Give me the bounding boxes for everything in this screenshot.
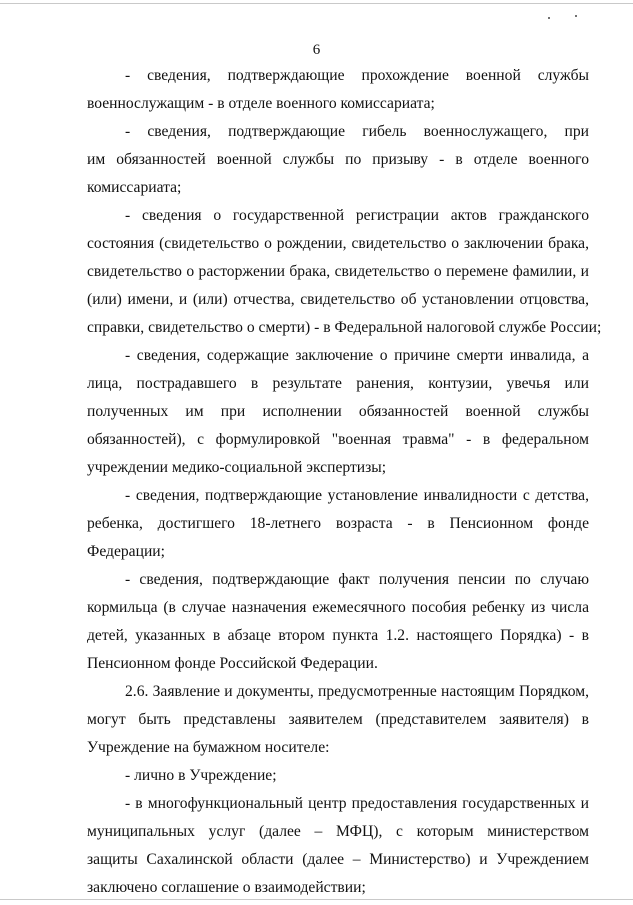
text-line: Пенсионном фонде Российской Федерации. [87, 655, 378, 672]
text-line: - в многофункциональный центр предоставления государственных и [125, 795, 589, 812]
text-line: - лично в Учреждение; [125, 767, 277, 784]
paragraph [87, 62, 589, 118]
text-line: - сведения, содержащие заключение о причине смерти инвалида, а [125, 347, 589, 364]
paragraph [87, 342, 589, 482]
text-line: военнослужащим - в отделе военного комиссариата; [87, 95, 435, 112]
paragraph [87, 566, 589, 678]
text-line: - сведения, подтверждающие установление инвалидности с детства, [125, 487, 589, 504]
text-line: заключено соглашение о взаимодействии; [87, 879, 366, 896]
paragraph [87, 790, 589, 902]
scan-edge-top [0, 3, 633, 4]
scan-edge-bottom [0, 899, 633, 900]
paragraph [87, 202, 602, 342]
text-line: - сведения о государственной регистрации актов гражданского [125, 207, 589, 224]
text-line: комиссариата; [87, 179, 182, 196]
scan-speck [575, 15, 577, 17]
paragraph [87, 678, 589, 762]
text-line: обязанностей), с формулировкой "военная травма" - в федеральном [87, 431, 589, 448]
text-line: лица, пострадавшего в результате ранения, контузии, увечья или [87, 375, 589, 392]
text-line: (или) имени, и (или) отчества, свидетельство об установлении отцовства, [87, 291, 589, 308]
paragraph [87, 762, 589, 790]
text-line: детей, указанных в абзаце втором пункта 1.2. настоящего Порядка) - в [87, 627, 589, 644]
text-line: свидетельство о расторжении брака, свидетельство о перемене фамилии, и [87, 263, 589, 280]
paragraph [87, 482, 589, 566]
text-line: им обязанностей военной службы по призыву - в отделе военного [87, 151, 589, 168]
document-body [87, 62, 602, 902]
text-line: - сведения, подтверждающие гибель военнослужащего, при [125, 123, 589, 140]
text-line: учреждении медико-социальной экспертизы; [87, 459, 387, 476]
text-line: защиты Сахалинской области (далее – Министерство) и Учреждением [87, 851, 589, 868]
text-line: справки, свидетельство о смерти) - в Федеральной налоговой службе России; [87, 319, 602, 336]
text-line: Федерации; [87, 543, 165, 560]
text-line: могут быть представлены заявителем (представителем заявителя) в [87, 711, 589, 728]
text-line: состояния (свидетельство о рождении, свидетельство о заключении брака, [87, 235, 589, 252]
paragraph [87, 118, 589, 202]
text-line: муниципальных услуг (далее – МФЦ), с которым министерством [87, 823, 589, 840]
text-line: Учреждение на бумажном носителе: [87, 739, 330, 756]
text-line: ребенка, достигшего 18-летнего возраста - в Пенсионном фонде [87, 515, 589, 532]
text-line: кормильца (в случае назначения ежемесячного пособия ребенку из числа [87, 599, 589, 616]
scan-speck [548, 17, 550, 19]
text-line: полученных им при исполнении обязанностей военной службы [87, 403, 589, 420]
text-line: - сведения, подтверждающие факт получения пенсии по случаю [125, 571, 589, 588]
text-line: 2.6. Заявление и документы, предусмотренные настоящим Порядком, [125, 683, 589, 700]
page-number: 6 [312, 42, 321, 58]
text-line: - сведения, подтверждающие прохождение военной службы [125, 67, 589, 84]
